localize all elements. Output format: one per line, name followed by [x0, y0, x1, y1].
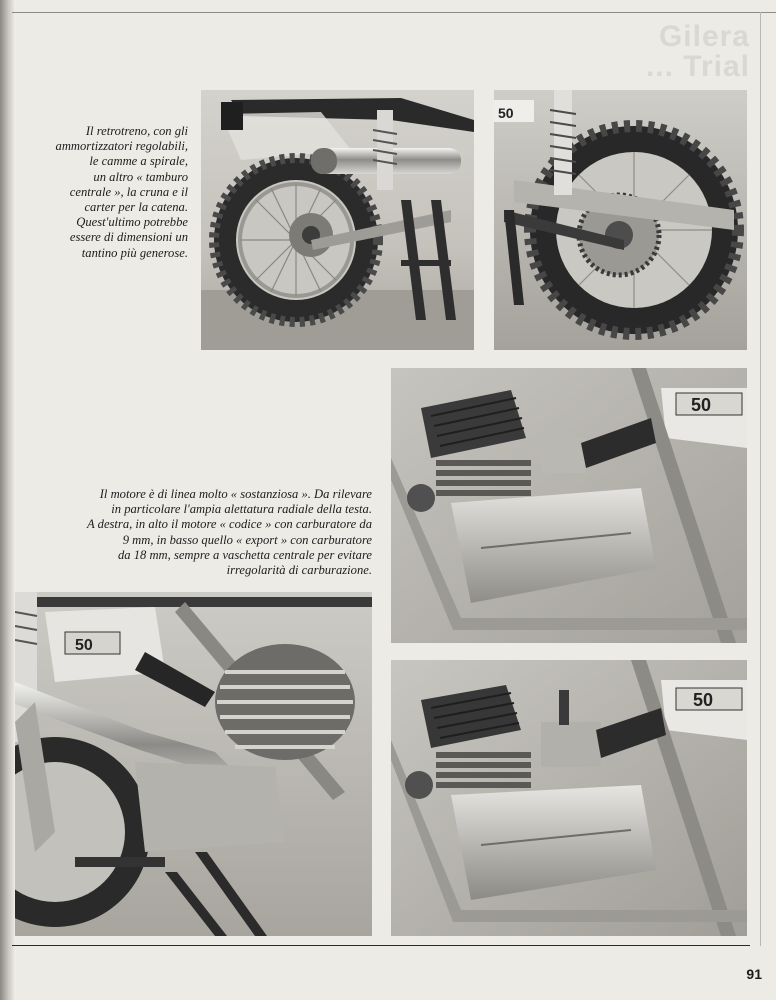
- caption-line: carter per la catena.: [84, 200, 188, 215]
- bottom-rule: [12, 945, 750, 946]
- photo-rear-wheel-exhaust: [201, 90, 474, 350]
- engine-caption: [14, 487, 372, 578]
- caption-line: un altro « tamburo: [93, 169, 188, 184]
- caption-line: centrale », la cruna e il: [69, 184, 188, 199]
- tank-badge-text: 50: [498, 105, 514, 121]
- caption-line: da 18 mm, sempre a vaschetta centrale per evitare: [117, 547, 372, 562]
- photo-engine-exhaust-side: [15, 592, 372, 936]
- caption-line: Il retrotreno, con gli: [85, 124, 188, 138]
- top-rule: [12, 12, 776, 13]
- caption-line: tantino più generose.: [81, 245, 188, 260]
- caption-line: Quest'ultimo potrebbe: [76, 215, 188, 230]
- ghost-title-line-2: ... Trial: [645, 50, 750, 83]
- page-binding-edge: [0, 0, 14, 1000]
- right-rule: [760, 12, 761, 946]
- tank-badge-text: 50: [693, 690, 714, 710]
- caption-line: ammortizzatori regolabili,: [55, 139, 188, 154]
- caption-line: in particolare l'ampia alettatura radiale della testa.: [111, 502, 372, 517]
- caption-line: irregolarità di carburazione.: [226, 563, 372, 578]
- caption-line: Il motore è di linea molto « sostanziosa ». Da rilevare: [99, 487, 372, 501]
- caption-line: essere di dimensioni un: [69, 230, 188, 245]
- tank-badge-text: 50: [75, 637, 93, 654]
- photo-rear-wheel-chain: [494, 90, 747, 350]
- rear-suspension-caption: [20, 124, 188, 261]
- caption-line: 9 mm, in basso quello « export » con carburatore: [122, 532, 372, 547]
- tank-badge-text: 50: [691, 395, 712, 415]
- caption-line: A destra, in alto il motore « codice » con carburatore da: [87, 517, 372, 532]
- photo-engine-codice: [391, 368, 747, 643]
- ghost-title-line-1: Gilera: [658, 20, 750, 53]
- show-through-title: [590, 22, 750, 82]
- photo-engine-export: [391, 660, 747, 936]
- page-number: 91: [746, 966, 762, 982]
- caption-line: le camme a spirale,: [89, 154, 188, 169]
